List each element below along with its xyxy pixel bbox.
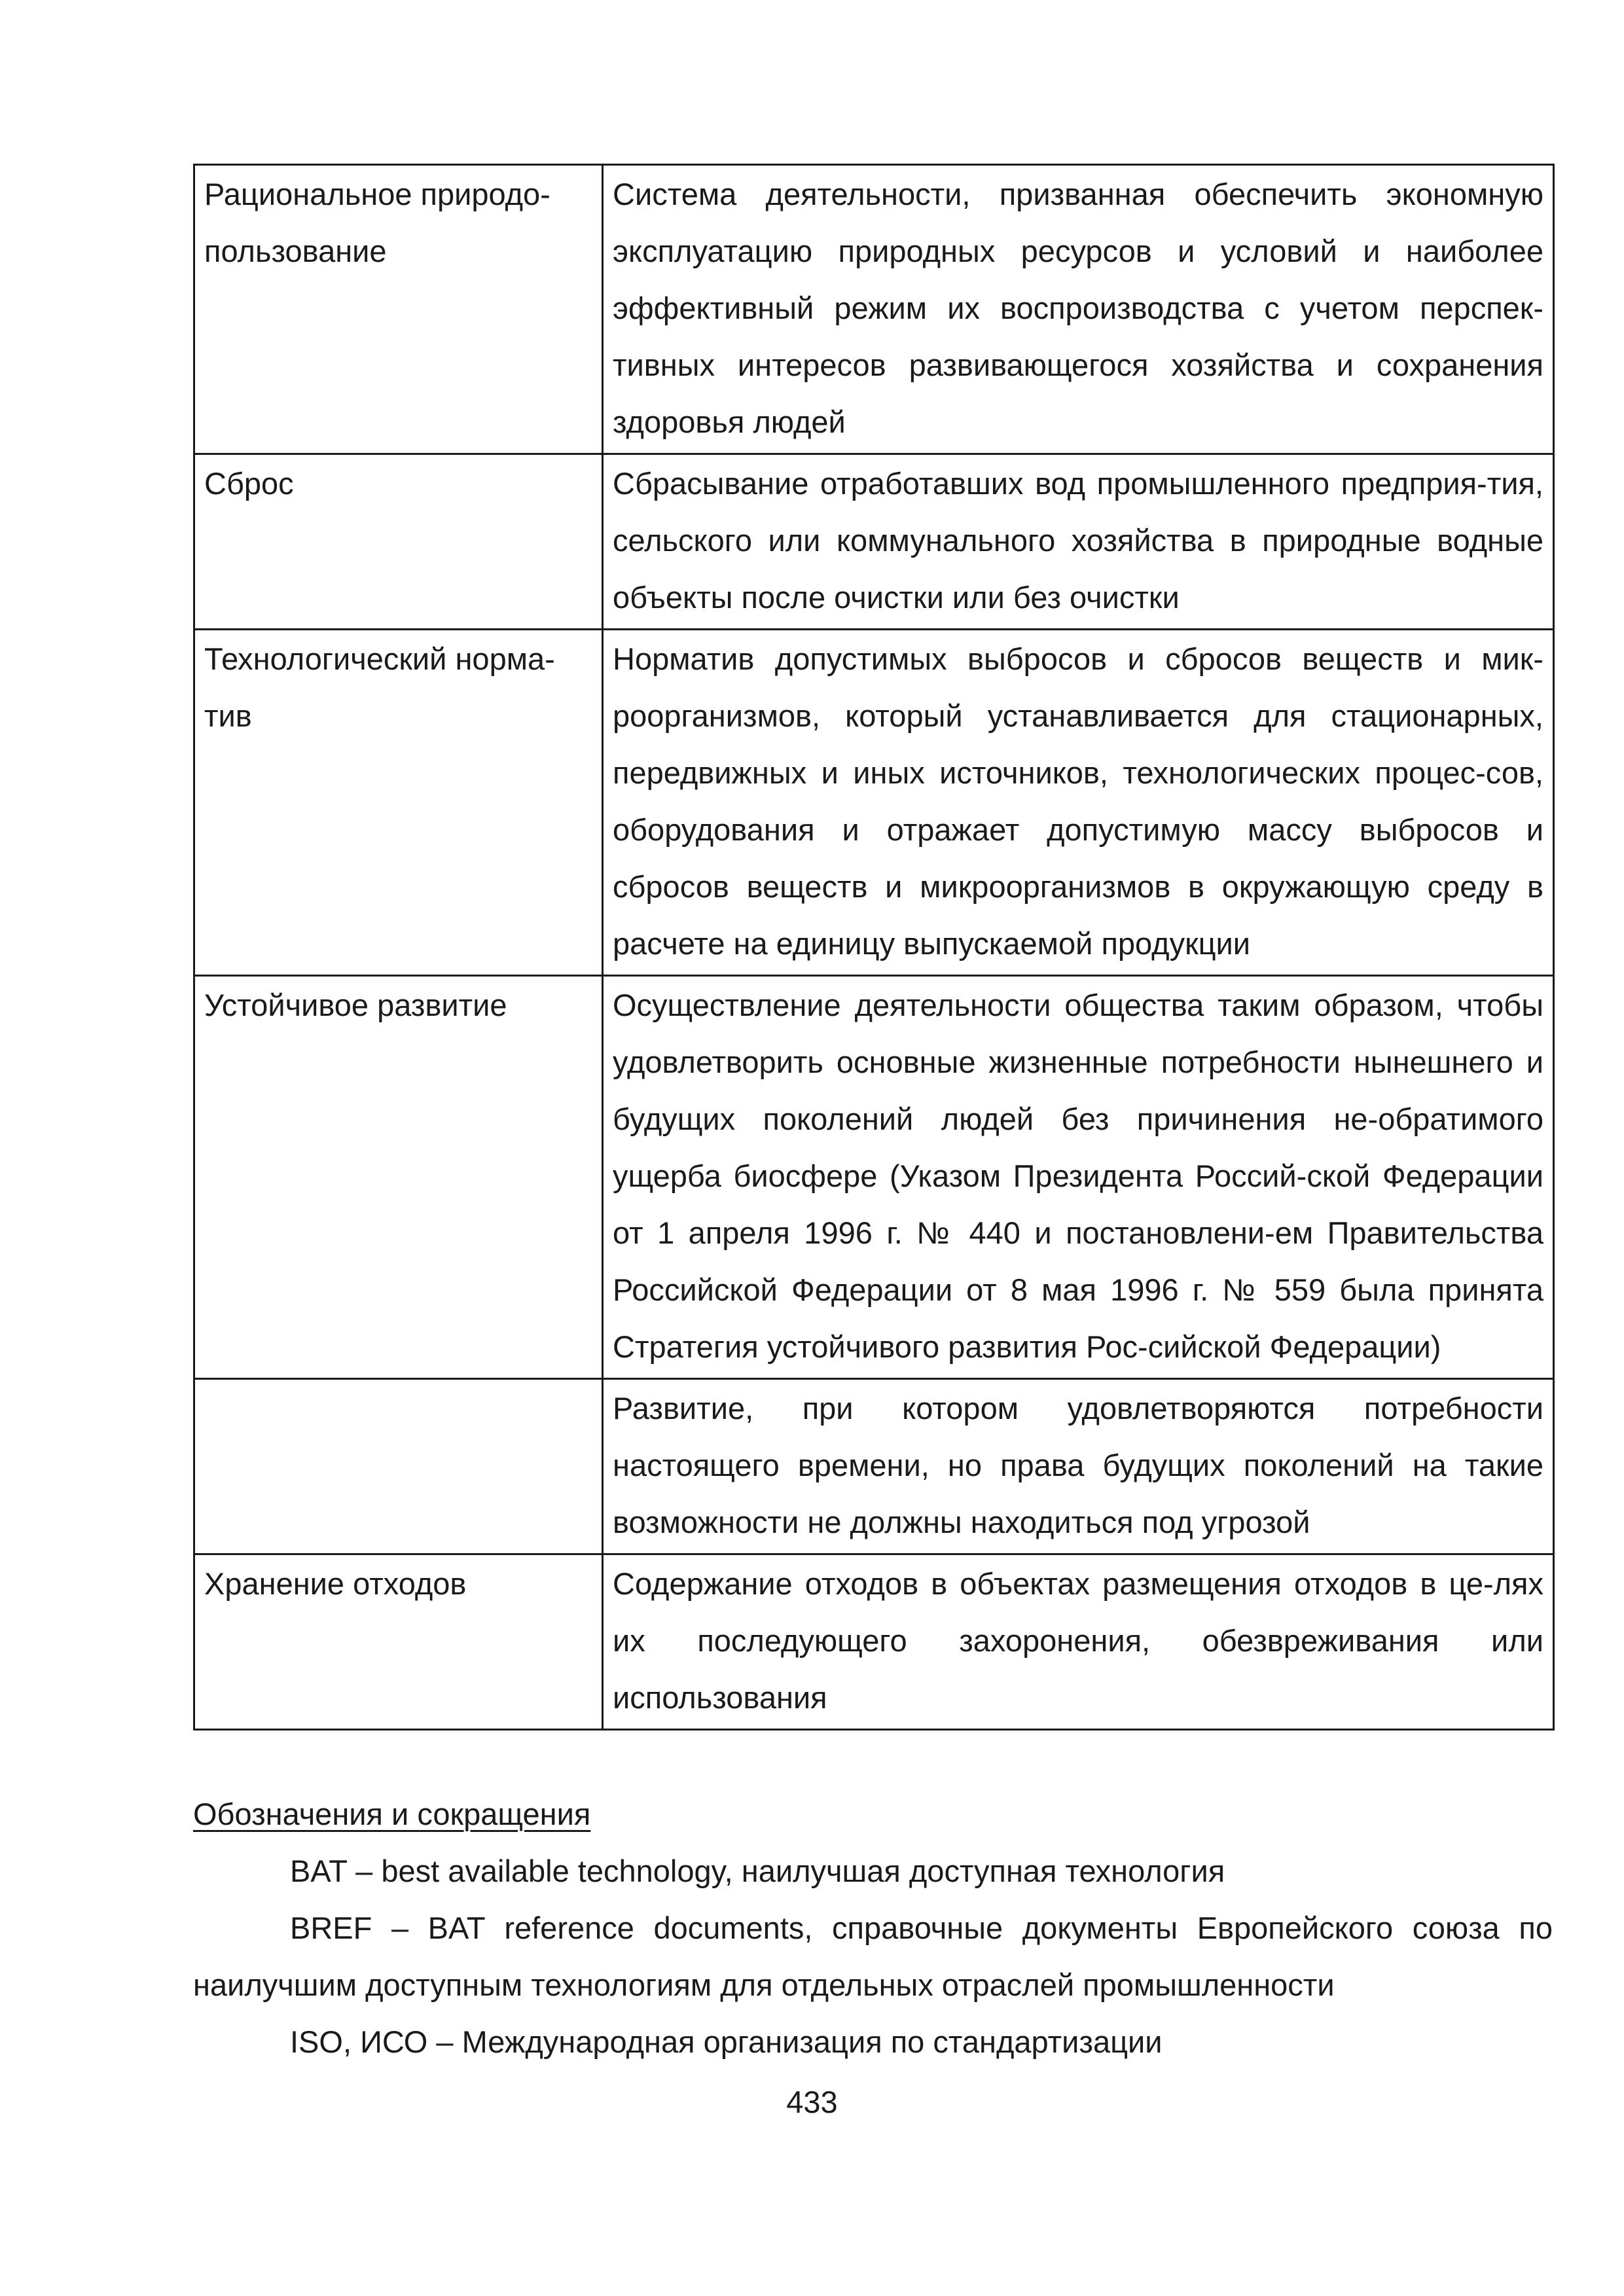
- table-row: [194, 454, 1554, 630]
- term-cell: Технологический норма-тив: [194, 630, 603, 976]
- glossary-table: [193, 164, 1555, 1731]
- table-row: [194, 1379, 1554, 1554]
- table-row: [194, 1554, 1554, 1730]
- term-cell: Сброс: [194, 454, 603, 630]
- abbreviations-section: [193, 1785, 1553, 2070]
- abbreviation-item: BAT – best available technology, наилучшая доступная технология: [290, 1854, 1225, 1888]
- abbreviation-item: ISO, ИСО – Международная организация по стандартизации: [290, 2024, 1163, 2059]
- abbreviations-heading: Обозначения и сокращения: [193, 1797, 591, 1831]
- term-cell: Рациональное природо-пользование: [194, 165, 603, 454]
- definition-cell: Содержание отходов в объектах размещения отходов в це-лях их последующего захоронения, обезвреживания или использования: [603, 1554, 1554, 1730]
- definition-cell: Развитие, при котором удовлетворяются потребности настоящего времени, но права будущих поколений на такие возможности не должны находиться под угрозой: [603, 1379, 1554, 1554]
- definition-cell: Сбрасывание отработавших вод промышленного предприя-тия, сельского или коммунального хозяйства в природные водные объекты после очистки или без очистки: [603, 454, 1554, 630]
- page-number: 433: [786, 2085, 838, 2119]
- definition-cell: Система деятельности, призванная обеспечить экономную эксплуатацию природных ресурсов и условий и наиболее эффективный режим их воспроизводства с учетом перспек-тивных интересов развивающегося хозяйства и сохранения здоровья людей: [603, 165, 1554, 454]
- abbreviation-item: BREF – BAT reference documents, справочные документы Европейского союза по наилучшим доступным технологиям для отдельных отраслей промышленности: [193, 1910, 1553, 2002]
- definition-cell: Норматив допустимых выбросов и сбросов веществ и мик-роорганизмов, который устанавливается для стационарных, передвижных и иных источников, технологических процес-сов, оборудования и отражает допустимую массу выбросов и сбросов веществ и микроорганизмов в окружающую среду в расчете на единицу выпускаемой продукции: [603, 630, 1554, 976]
- term-cell: [194, 1379, 603, 1554]
- term-cell: Устойчивое развитие: [194, 976, 603, 1379]
- table-row: [194, 976, 1554, 1379]
- table-row: [194, 630, 1554, 976]
- definition-cell: Осуществление деятельности общества таким образом, чтобы удовлетворить основные жизненные потребности нынешнего и будущих поколений людей без причинения не-обратимого ущерба биосфере (Указом Президента Россий-ской Федерации от 1 апреля 1996 г. № 440 и постановлени-ем Правительства Российской Федерации от 8 мая 1996 г. № 559 была принята Стратегия устойчивого развития Рос-сийской Федерации): [603, 976, 1554, 1379]
- term-cell: Хранение отходов: [194, 1554, 603, 1730]
- table-row: [194, 165, 1554, 454]
